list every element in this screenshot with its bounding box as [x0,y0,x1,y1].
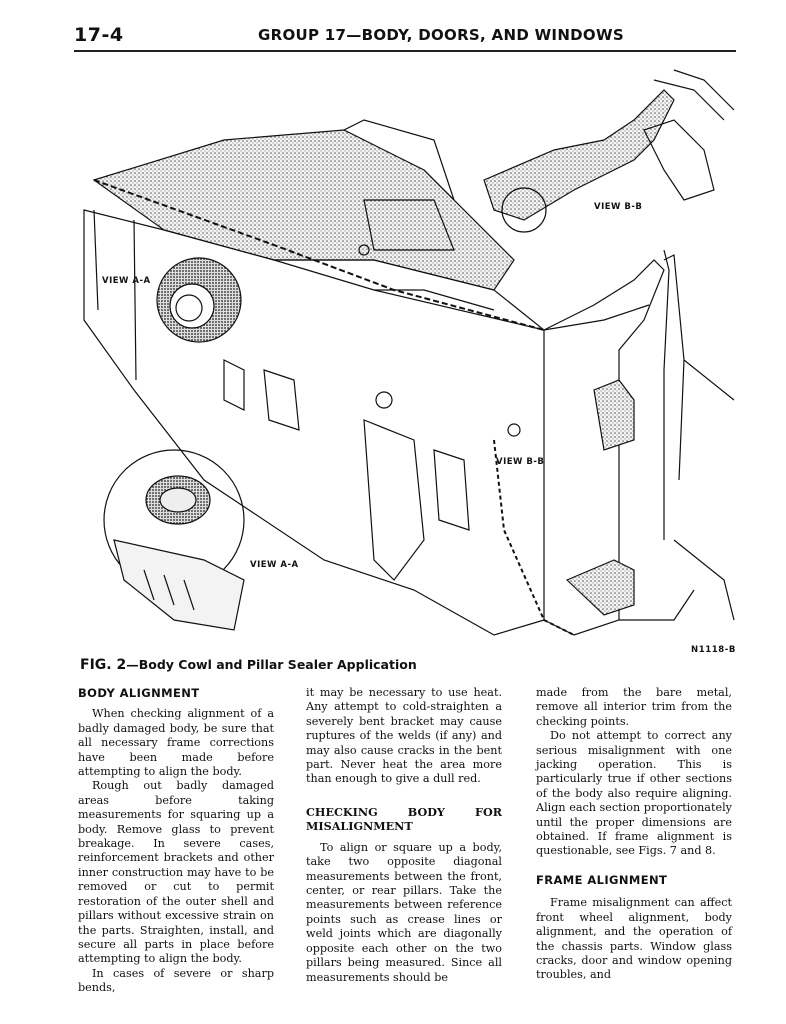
page-number: 17-4 [74,24,124,46]
heading-frame-alignment: FRAME ALIGNMENT [536,872,668,887]
paragraph: In cases of severe or sharp bends, [78,966,274,995]
header-rule [74,50,736,52]
page-header [74,22,734,52]
cowl-pillar-illustration [74,60,738,650]
group-title: GROUP 17—BODY, DOORS, AND WINDOWS [258,26,624,44]
caption-text: —Body Cowl and Pillar Sealer Application [126,657,417,672]
text-column-1 [78,686,274,996]
paragraph: made from the bare metal, remove all interior trim from the checking points. [536,686,732,728]
heading-checking-body: CHECKING BODY FOR MISALIGNMENT [306,804,502,833]
view-aa-label-top: VIEW A-A [102,276,151,286]
figure-id: N1118-B [691,645,736,655]
heading-body-alignment: BODY ALIGNMENT [78,686,200,700]
caption-fig-number: FIG. 2 [80,657,127,673]
paragraph: Rough out badly damaged areas before taking measurements for squaring up a body. Remove glass to prevent breakage. In severe cases, reinforcement brackets and other inner construction may have to be removed or cut to permit restoration of the outer shell and pillars without excessive strain on the parts. Straighten, install, and secure all parts in place before attempting to align the body. [78,779,274,966]
paragraph: When checking alignment of a badly damaged body, be sure that all necessary frame corrections have been made before attempting to align the body. [78,707,274,779]
text-column-2 [306,686,502,985]
paragraph: it may be necessary to use heat. Any attempt to cold-straighten a severely bent bracket may cause ruptures of the welds (if any) and may also cause cracks in the bent part. Never heat the area more than enough to give a dull red. [306,686,502,786]
figure-caption [80,657,417,673]
paragraph: Do not attempt to correct any serious misalignment with one jacking operation. This is particularly true if other sections of the body also require aligning. Align each section proportionately until the proper dimensions are obtained. If frame alignment is questionable, see Figs. 7 and 8. [536,729,732,858]
paragraph: To align or square up a body, take two opposite diagonal measurements between the front, center, or rear pillars. Take the measurements between reference points such as crease lines or weld joints which are diagonally opposite each other on the two pillars being measured. Since all measurements should be [306,840,502,984]
paragraph: Frame misalignment can affect front wheel alignment, body alignment, and the operation of the chassis parts. Window glass cracks, door and window opening troubles, and [536,896,732,982]
text-column-3 [536,686,732,983]
view-bb-label-bottom: VIEW B-B [496,457,545,467]
view-bb-label-top: VIEW B-B [594,202,643,212]
cowl-drawing [74,60,738,650]
view-aa-label-bottom: VIEW A-A [250,560,299,570]
